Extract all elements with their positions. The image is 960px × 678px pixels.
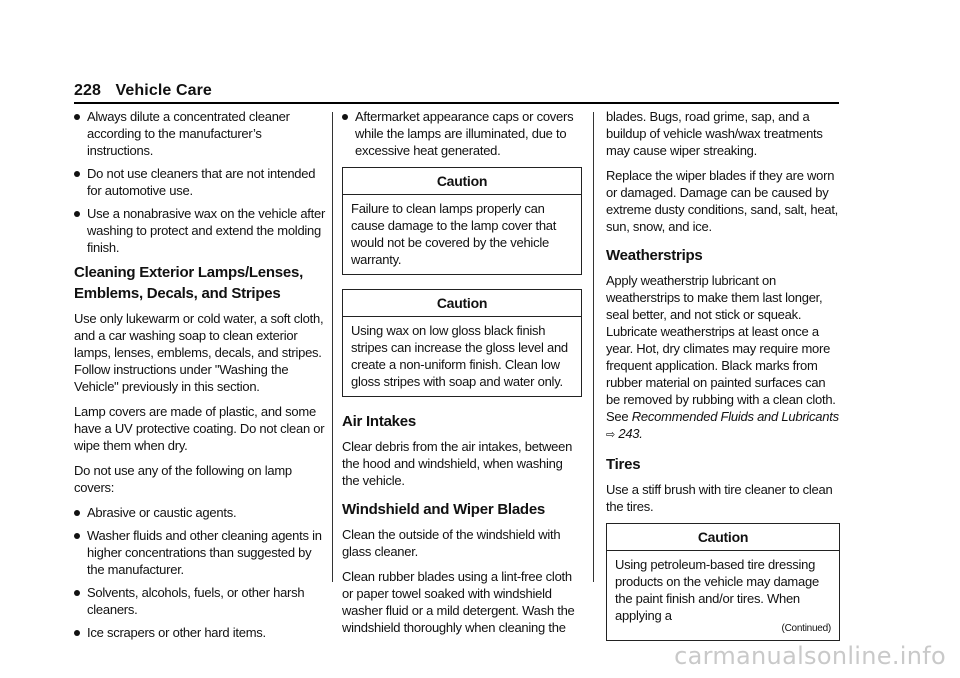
heading-cleaning-lamps: Cleaning Exterior Lamps/Lenses, Emblems, Decals, and Stripes xyxy=(74,264,303,302)
reference-page[interactable]: 243. xyxy=(618,426,643,441)
caution-title: Caution xyxy=(607,524,839,551)
list-item: Ice scrapers or other hard items. xyxy=(74,624,326,641)
paragraph: Lamp covers are made of plastic, and some have a UV protective coating. Do not clean or wipe them when dry. xyxy=(74,404,325,453)
caution-body: Using petroleum-based tire dressing products on the vehicle may damage the paint finish and/or tires. When applying a (Continued) xyxy=(615,557,831,634)
list-item: Use a nonabrasive wax on the vehicle after washing to protect and extend the molding finish. xyxy=(74,205,326,256)
paragraph: Use a stiff brush with tire cleaner to clean the tires. xyxy=(606,482,833,514)
list-item: Abrasive or caustic agents. xyxy=(74,504,326,521)
watermark: carmanualsonline.info xyxy=(674,642,946,670)
bullet-icon xyxy=(74,630,80,636)
paragraph: Do not use any of the following on lamp covers: xyxy=(74,463,292,495)
caution-title: Caution xyxy=(343,290,581,317)
caution-box-wax xyxy=(342,289,582,397)
bullet-list-aftermarket xyxy=(342,108,582,159)
bullet-icon xyxy=(74,533,80,539)
page-number: 228 xyxy=(74,82,101,99)
caution-box-tires xyxy=(606,523,840,641)
heading-windshield: Windshield and Wiper Blades xyxy=(342,501,546,518)
list-item: Solvents, alcohols, fuels, or other harsh cleaners. xyxy=(74,584,326,618)
caution-body: Using wax on low gloss black finish stripes can increase the gloss level and create a non-uniform finish. Clean low gloss stripes with soap and water only. xyxy=(351,323,568,389)
paragraph: blades. Bugs, road grime, sap, and a buildup of vehicle wash/wax treatments may cause wiper streaking. xyxy=(606,109,823,158)
bullet-icon xyxy=(74,590,80,596)
bullet-list-cleaners xyxy=(74,108,326,256)
section-title: Vehicle Care xyxy=(115,82,212,99)
heading-tires: Tires xyxy=(606,456,641,473)
list-item: Do not use cleaners that are not intended for automotive use. xyxy=(74,165,326,199)
heading-weatherstrips: Weatherstrips xyxy=(606,247,703,264)
paragraph: Clean the outside of the windshield with glass cleaner. xyxy=(342,527,561,559)
paragraph: Replace the wiper blades if they are worn or damaged. Damage can be caused by extreme dusty conditions, sand, salt, heat, sun, snow, and ice. xyxy=(606,168,839,234)
caution-body: Failure to clean lamps properly can cause damage to the lamp cover that would not be covered by the vehicle warranty. xyxy=(351,201,557,267)
column-2 xyxy=(342,108,582,644)
header-rule xyxy=(74,102,839,104)
paragraph: Clean rubber blades using a lint-free cloth or paper towel soaked with windshield washer fluid or a mild detergent. Wash the windshield thoroughly when cleaning the xyxy=(342,569,575,635)
caution-box-lamps xyxy=(342,167,582,275)
column-divider-1 xyxy=(332,112,333,582)
reference-link[interactable]: Recommended Fluids and Lubricants xyxy=(631,409,839,424)
page-header xyxy=(74,82,212,100)
bullet-list-lamp-covers xyxy=(74,504,326,641)
bullet-icon xyxy=(342,114,348,120)
bullet-icon xyxy=(74,510,80,516)
bullet-icon xyxy=(74,114,80,120)
heading-air-intakes: Air Intakes xyxy=(342,413,416,430)
column-1 xyxy=(74,108,326,647)
column-3 xyxy=(606,108,840,655)
page-reference-arrow-icon: ⇨ xyxy=(606,429,615,441)
list-item: Aftermarket appearance caps or covers while the lamps are illuminated, due to excessive heat generated. xyxy=(342,108,582,159)
paragraph: Clear debris from the air intakes, between the hood and windshield, when washing the vehicle. xyxy=(342,439,573,488)
column-divider-2 xyxy=(593,112,594,582)
list-item: Always dilute a concentrated cleaner according to the manufacturer’s instructions. xyxy=(74,108,326,159)
paragraph-weatherstrips: Apply weatherstrip lubricant on weatherstrips to make them last longer, seal better, and not stick or squeak. Lubricate weatherstrips at least once a year. Hot, dry climates may require more frequent application. Black marks from rubber material on painted surfaces can be removed by rubbing with a clean cloth. See Recommended Fluids and Lubricants ⇨ 243. xyxy=(606,273,839,441)
bullet-icon xyxy=(74,171,80,177)
bullet-icon xyxy=(74,211,80,217)
continued-label: (Continued) xyxy=(781,623,831,634)
caution-title: Caution xyxy=(343,168,581,195)
list-item: Washer fluids and other cleaning agents in higher concentrations than suggested by the manufacturer. xyxy=(74,527,326,578)
paragraph: Use only lukewarm or cold water, a soft cloth, and a car washing soap to clean exterior lamps, lenses, emblems, decals, and stripes. Follow instructions under "Washing the Vehicle" previously in this section. xyxy=(74,311,324,394)
